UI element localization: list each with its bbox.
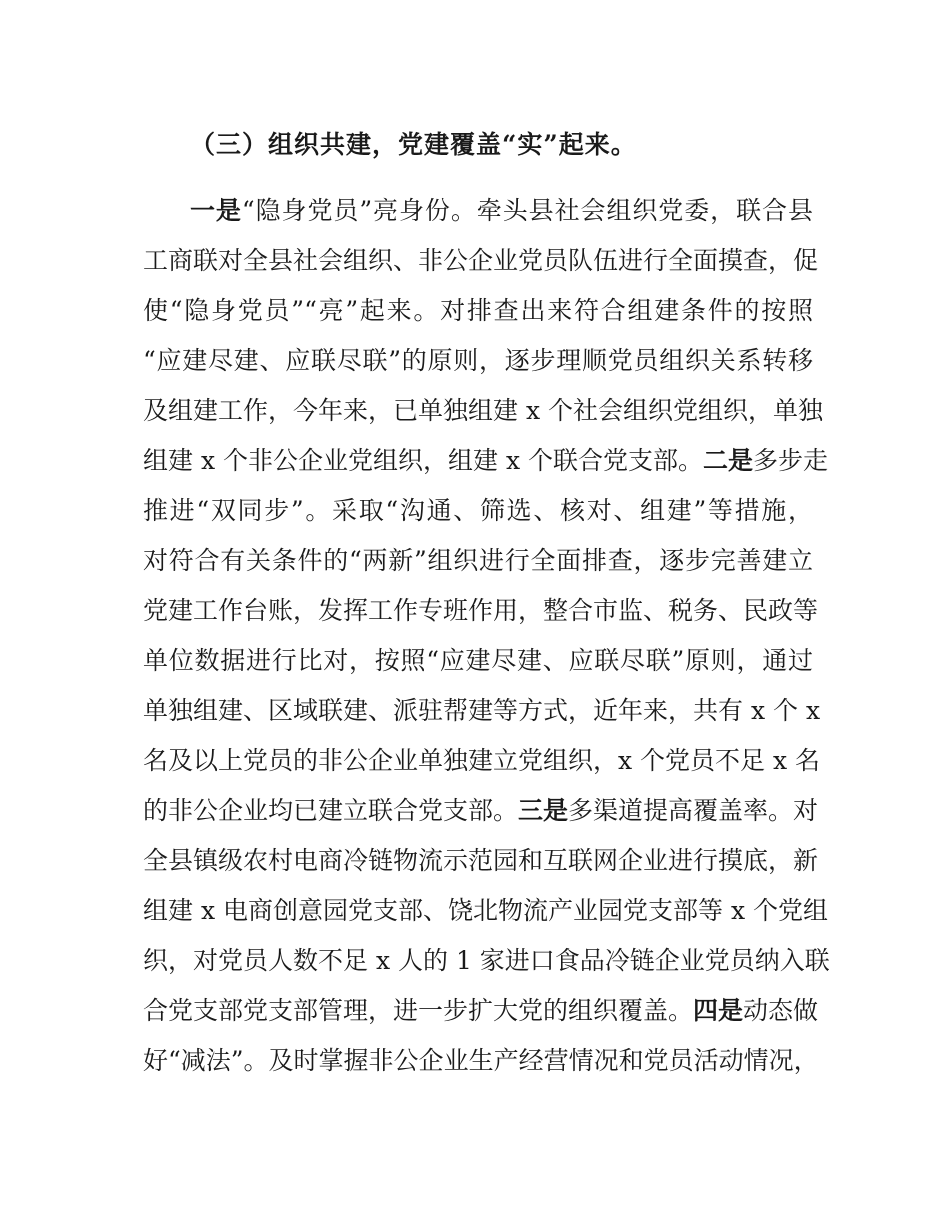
- bold-lead-phrase: 四是: [693, 996, 744, 1025]
- text-run: 党建工作台账，发挥工作专班作用，整合市监、税务、民政等: [143, 596, 819, 625]
- bold-lead-phrase: 三是: [518, 796, 569, 825]
- text-run: “应建尽建、应联尽联”的原则，逐步理顺党员组织关系转移: [143, 346, 813, 375]
- text-run: 合党支部党支部管理，进一步扩大党的组织覆盖。: [143, 996, 694, 1025]
- section-heading: （三）组织共建，党建覆盖“实”起来。: [190, 130, 637, 159]
- text-run: 对符合有关条件的“两新”组织进行全面排查，逐步完善建立: [143, 546, 813, 575]
- paragraph-line: [143, 686, 821, 736]
- text-run: 的非公企业均已建立联合党支部。: [143, 796, 519, 825]
- text-run: 组建 x 电商创意园党支部、饶北物流产业园党支部等 x 个党组: [143, 896, 828, 925]
- paragraph-line: [143, 436, 829, 486]
- text-run: 及组建工作，今年来，已单独组建 x 个社会组织党组织，单独: [143, 396, 823, 425]
- paragraph-line: [143, 1036, 819, 1086]
- text-run: “隐身党员”亮身份。牵头县社会组织党委，联合县: [241, 196, 813, 225]
- text-run: 单位数据进行比对，按照“应建尽建、应联尽联”原则，通过: [143, 646, 813, 675]
- text-run: 织，对党员人数不足 x 人的 1 家进口食品冷链企业党员纳入联: [143, 946, 830, 975]
- text-run: 单独组建、区域联建、派驻帮建等方式，近年来，共有 x 个 x: [143, 696, 821, 725]
- paragraph-line: [143, 286, 813, 336]
- paragraph-line: [190, 186, 813, 236]
- paragraph-line: [143, 636, 813, 686]
- text-run: 名及以上党员的非公企业单独建立党组织，x 个党员不足 x 名: [143, 746, 821, 775]
- paragraph-line: [143, 836, 819, 886]
- paragraph-line: [143, 736, 821, 786]
- text-run: 组建 x 个非公企业党组织，组建 x 个联合党支部。: [143, 446, 703, 475]
- text-run: 推进“双同步”。采取“沟通、筛选、核对、组建”等措施，: [143, 496, 813, 525]
- paragraph-line: [143, 536, 813, 586]
- bold-lead-phrase: 二是: [703, 446, 754, 475]
- paragraph-line: [143, 786, 819, 836]
- text-run: 好“减法”。及时掌握非公企业生产经营情况和党员活动情况，: [143, 1046, 819, 1075]
- paragraph-line: [143, 386, 823, 436]
- text-run: 全县镇级农村电商冷链物流示范园和互联网企业进行摸底，新: [143, 846, 819, 875]
- paragraph-line: [143, 986, 819, 1036]
- paragraph-line: [143, 936, 830, 986]
- text-run: 多渠道提高覆盖率。对: [568, 796, 819, 825]
- paragraph-line: [143, 486, 813, 536]
- text-run: 多步走: [753, 446, 829, 475]
- paragraph-line: [143, 586, 819, 636]
- bold-lead-phrase: 一是: [190, 196, 242, 225]
- text-run: 使“隐身党员”“亮”起来。对排查出来符合组建条件的按照: [143, 296, 813, 325]
- paragraph-line: [143, 236, 819, 286]
- text-run: 动态做: [743, 996, 819, 1025]
- text-run: 工商联对全县社会组织、非公企业党员队伍进行全面摸查，促: [143, 246, 819, 275]
- paragraph-line: [143, 886, 828, 936]
- paragraph-line: [143, 336, 813, 386]
